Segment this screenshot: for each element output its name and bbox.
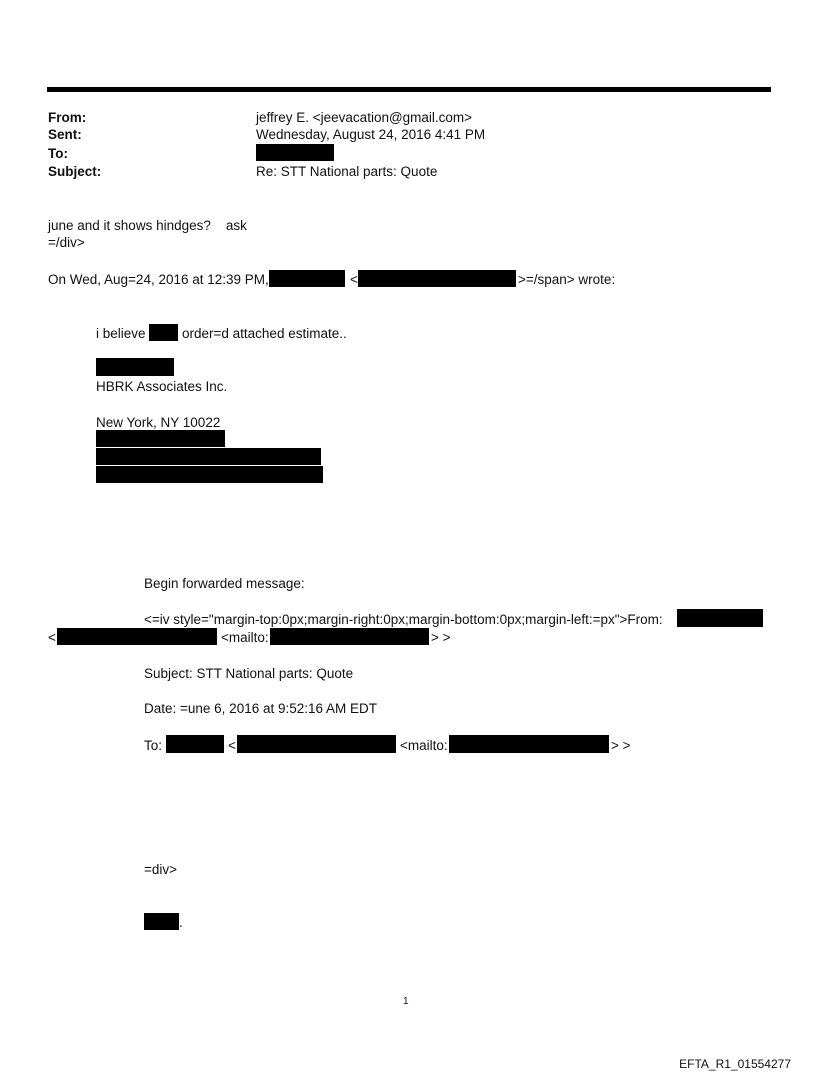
redaction-sig-line-1 (96, 430, 225, 447)
redaction-to (256, 144, 334, 161)
redaction-fwd-from-mailto (270, 628, 429, 645)
from-label: From: (48, 110, 87, 125)
sent-label: Sent: (48, 127, 82, 142)
fwd-date: Date: =une 6, 2016 at 9:52:16 AM EDT (144, 701, 378, 716)
fwd-subject: Subject: STT National parts: Quote (144, 666, 354, 681)
header-rule (47, 87, 771, 92)
subject-value: Re: STT National parts: Quote (256, 164, 438, 179)
redaction-fwd-to-mailto (449, 735, 609, 753)
redaction-sender-email (358, 270, 516, 287)
redaction-signature-name (96, 358, 174, 376)
redaction-sender-name (269, 270, 345, 287)
fwd-to-mailto: <mailto: (400, 738, 448, 753)
body-line-1: june and it shows hindges? ask (48, 218, 247, 233)
fwd-from-lt: < (48, 630, 56, 645)
page-number: 1 (403, 996, 409, 1007)
document-id: EFTA_R1_01554277 (679, 1057, 791, 1071)
fwd-to-gtgt: > > (611, 738, 631, 753)
believe-text-a: i believe (96, 326, 146, 341)
redaction-sig-line-2 (96, 448, 321, 465)
body-line-2: =/div> (48, 235, 85, 250)
quote-lt: < (350, 272, 358, 287)
div-tag: =div> (144, 862, 178, 877)
company-city: New York, NY 10022 (96, 415, 221, 430)
to-label: To: (48, 146, 68, 161)
redaction-believe (149, 324, 178, 341)
sent-value: Wednesday, August 24, 2016 4:41 PM (256, 127, 486, 142)
closing-period: . (179, 915, 183, 930)
fwd-from-line: <=iv style="margin-top:0px;margin-right:0px;margin-bottom:0px;margin-left:=px">From: (144, 612, 663, 627)
redaction-sig-line-3 (96, 466, 323, 483)
fwd-from-mailto: <mailto: (221, 630, 269, 645)
redaction-fwd-from-email (57, 628, 217, 645)
forwarded-heading: Begin forwarded message: (144, 576, 305, 591)
quote-prefix: On Wed, Aug=24, 2016 at 12:39 PM, (48, 272, 269, 287)
fwd-from-gtgt: > > (431, 630, 451, 645)
company-name: HBRK Associates Inc. (96, 379, 228, 394)
fwd-to-label: To: (144, 738, 163, 753)
redaction-fwd-to-name (166, 735, 224, 753)
redaction-fwd-to-email (237, 735, 396, 753)
redaction-closing (144, 913, 179, 930)
redaction-fwd-from-name (677, 609, 763, 627)
from-value: jeffrey E. <jeevacation@gmail.com> (256, 110, 473, 125)
believe-text-b: order=d attached estimate.. (182, 326, 347, 341)
subject-label: Subject: (48, 164, 102, 179)
quote-suffix: >=/span> wrote: (518, 272, 616, 287)
fwd-to-lt: < (228, 738, 236, 753)
